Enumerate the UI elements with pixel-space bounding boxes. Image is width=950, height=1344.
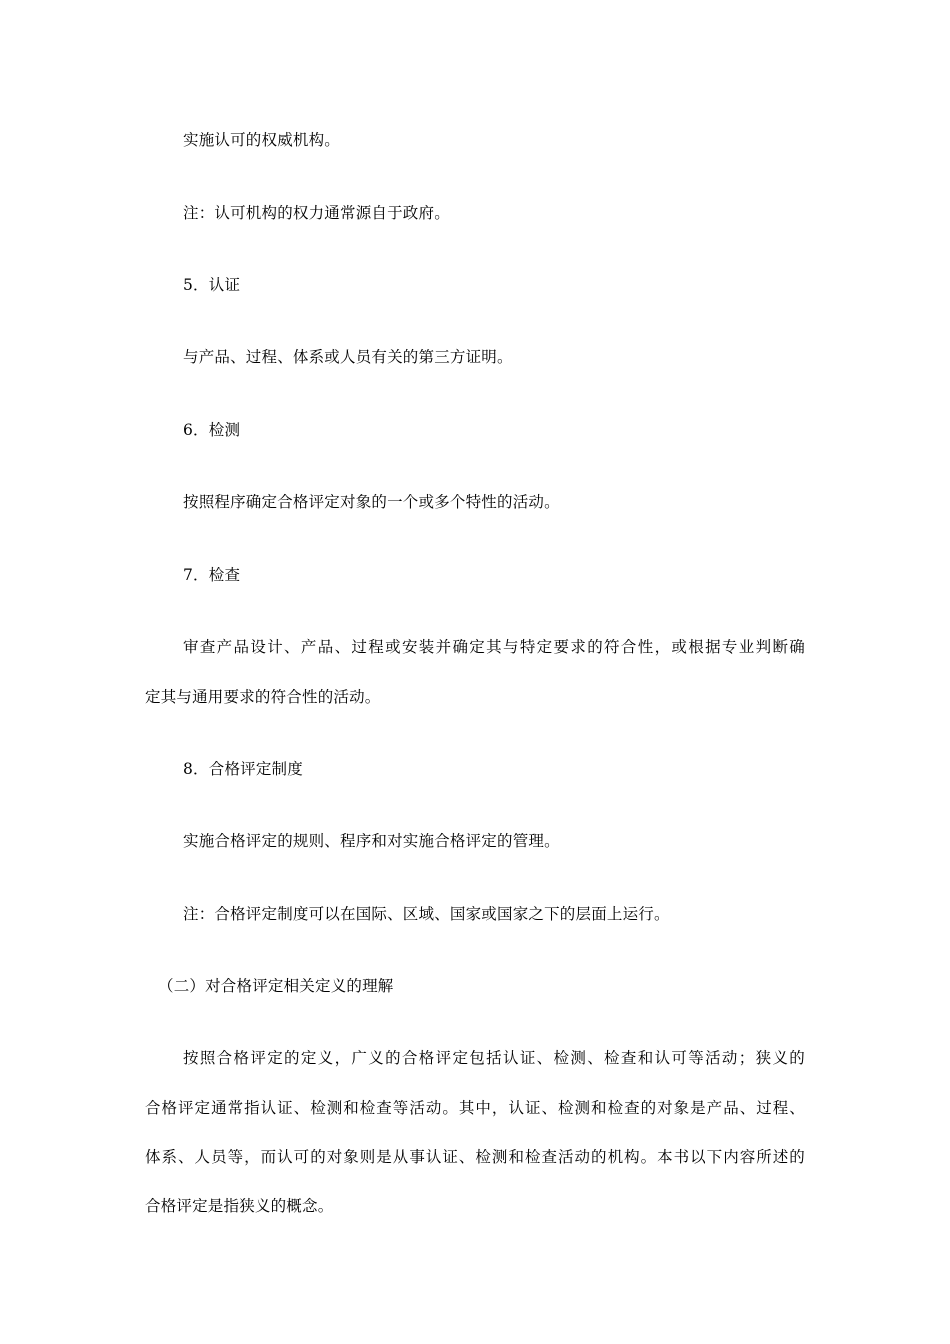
term-heading: 5．认证 — [183, 276, 241, 294]
paragraph-line: 按照程序确定合格评定对象的一个或多个特性的活动。 — [183, 493, 560, 511]
term-heading: 6．检测 — [183, 421, 241, 439]
paragraph-line: 实施合格评定的规则、程序和对实施合格评定的管理。 — [183, 832, 560, 850]
paragraph-line: 按照合格评定的定义，广义的合格评定包括认证、检测、检查和认可等活动；狭义的 — [183, 1049, 805, 1067]
paragraph-line: 合格评定通常指认证、检测和检查等活动。其中，认证、检测和检查的对象是产品、过程、 — [145, 1099, 805, 1117]
paragraph-line: 合格评定是指狭义的概念。 — [145, 1197, 334, 1215]
term-heading: 8．合格评定制度 — [183, 760, 303, 778]
paragraph-line: 体系、人员等，而认可的对象则是从事认证、检测和检查活动的机构。本书以下内容所述的 — [145, 1148, 805, 1166]
paragraph-line: 定其与通用要求的符合性的活动。 — [145, 688, 381, 706]
paragraph-line: 与产品、过程、体系或人员有关的第三方证明。 — [183, 348, 513, 366]
term-heading: 7．检查 — [183, 566, 241, 584]
paragraph-line: 审查产品设计、产品、过程或安装并确定其与特定要求的符合性，或根据专业判断确 — [183, 638, 805, 656]
paragraph-line: 实施认可的权威机构。 — [183, 131, 341, 149]
section-heading: （二）对合格评定相关定义的理解 — [158, 977, 394, 995]
note-line: 注：合格评定制度可以在国际、区域、国家或国家之下的层面上运行。 — [183, 905, 670, 923]
note-line: 注：认可机构的权力通常源自于政府。 — [183, 204, 450, 222]
